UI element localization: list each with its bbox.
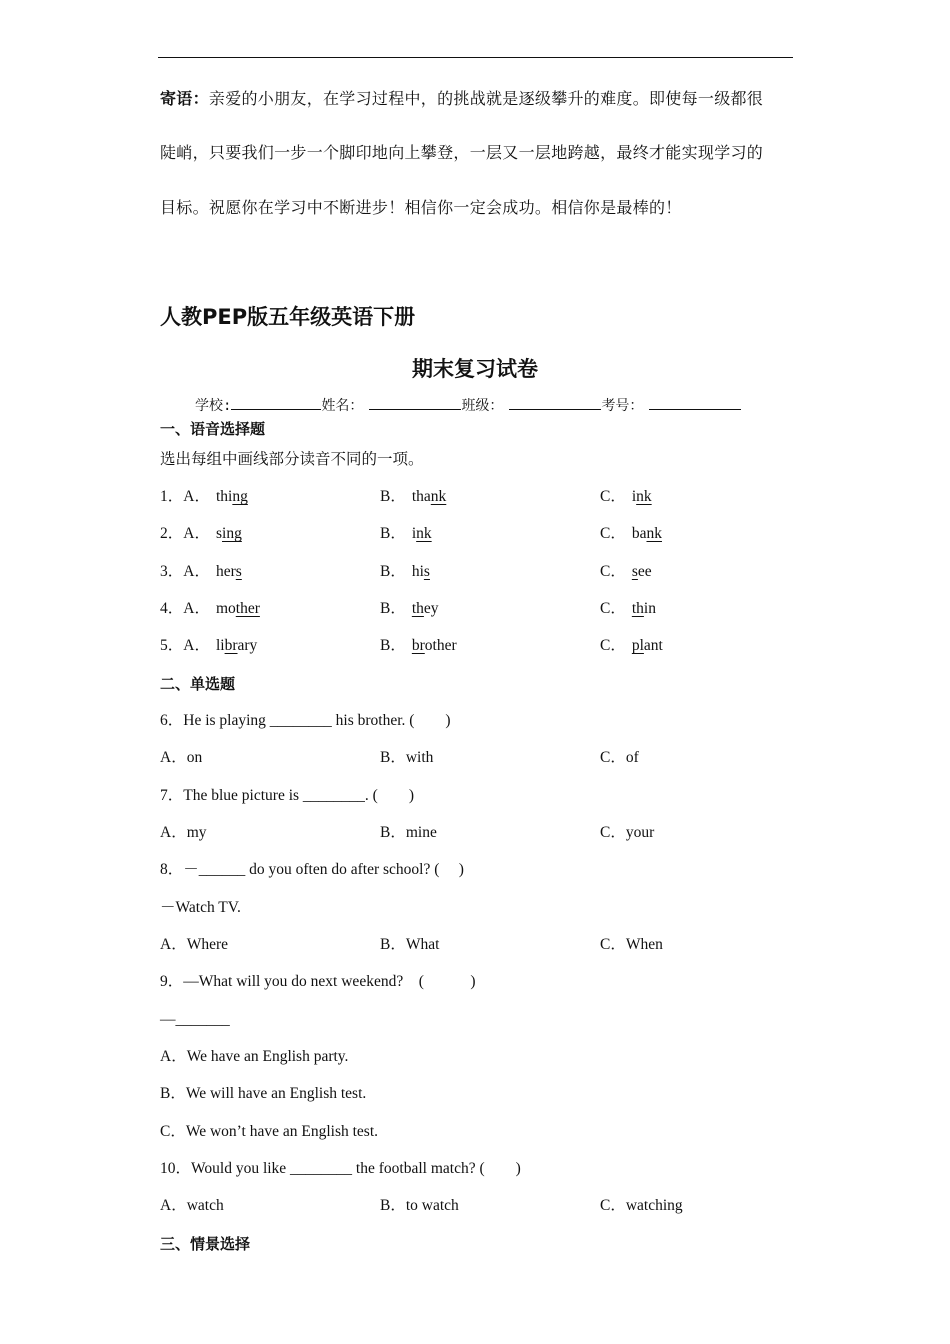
word-part: her — [215, 563, 236, 580]
underlined-part: th — [631, 600, 644, 617]
q6-option-c[interactable]: C．of — [600, 749, 639, 766]
question-8-answer-line: －Watch TV. — [160, 899, 241, 916]
q2-option-c[interactable] — [600, 524, 662, 544]
q4-option-c[interactable] — [600, 599, 656, 619]
q3-option-b[interactable] — [380, 562, 430, 582]
question-8: 8．－______ do you often do after school? ( ) — [160, 861, 464, 878]
word-part: hi — [411, 563, 424, 580]
question-6: 6．He is playing ________ his brother. ( ) — [160, 712, 451, 729]
word-part: ey — [423, 600, 439, 617]
q6-option-a[interactable]: A．on — [160, 749, 203, 766]
word-part: s — [215, 525, 223, 542]
q10-option-a[interactable]: A．watch — [160, 1197, 224, 1214]
word-part: in — [643, 600, 656, 617]
word-part: thi — [215, 488, 233, 505]
school-blank[interactable] — [231, 395, 321, 410]
option-letter: C． — [600, 637, 626, 654]
header-rule — [158, 57, 793, 58]
intro-line-3: 目标。祝愿你在学习中不断进步！相信你一定会成功。相信你是最棒的！ — [160, 200, 682, 217]
q9-option-a[interactable]: A．We have an English party. — [160, 1048, 349, 1065]
section-1-heading: 一、语音选择题 — [160, 420, 266, 438]
intro-line-1: 寄语：亲爱的小朋友，在学习过程中，的挑战就是逐级攀升的难度。即使每一级都很 — [160, 89, 764, 108]
underlined-part: br — [411, 637, 425, 654]
word-part: ba — [631, 525, 647, 542]
option-letter: A． — [183, 488, 210, 505]
word-part: ant — [643, 637, 663, 654]
question-9: 9．—What will you do next weekend? ( ) — [160, 973, 476, 990]
option-letter: B． — [380, 600, 406, 617]
q1-option-b[interactable] — [380, 487, 446, 507]
word-part: other — [424, 637, 457, 654]
underlined-part: nk — [646, 525, 662, 542]
class-blank[interactable] — [509, 395, 601, 410]
intro-line-2: 陡峭，只要我们一步一个脚印地向上攀登，一层又一层地跨越，最终才能实现学习的 — [160, 145, 764, 162]
underlined-part: pl — [631, 637, 644, 654]
q3-option-c[interactable] — [600, 562, 652, 582]
option-letter: B． — [380, 637, 406, 654]
option-letter: C． — [600, 563, 626, 580]
question-7: 7．The blue picture is ________. ( ) — [160, 787, 414, 804]
q9-option-c[interactable]: C．We won’t have an English test. — [160, 1123, 379, 1140]
word-part: i — [631, 488, 637, 505]
q10-option-b[interactable]: B．to watch — [380, 1197, 459, 1214]
option-letter: B． — [380, 488, 406, 505]
option-letter: A． — [183, 525, 210, 542]
underlined-part: s — [631, 563, 638, 580]
word-part: ary — [237, 637, 258, 654]
word-part: mo — [215, 600, 236, 617]
question-10: 10．Would you like ________ the football match? ( ) — [160, 1160, 521, 1177]
underlined-part: th — [411, 600, 424, 617]
question-9-answer-line: —_______ — [160, 1011, 230, 1028]
option-letter: A． — [183, 563, 210, 580]
name-blank[interactable] — [369, 395, 461, 410]
q8-option-b[interactable]: B．What — [380, 936, 440, 953]
option-letter: C． — [600, 600, 626, 617]
option-letter: A． — [183, 600, 210, 617]
q7-option-a[interactable]: A．my — [160, 824, 207, 841]
q8-option-c[interactable]: C．When — [600, 936, 663, 953]
q9-option-b[interactable]: B．We will have an English test. — [160, 1085, 367, 1102]
question-number: 4． — [160, 600, 184, 617]
section-1-instruction: 选出每组中画线部分读音不同的一项。 — [160, 451, 424, 468]
name-label: 姓名： — [321, 398, 364, 414]
q5-option-a[interactable] — [160, 636, 257, 656]
section-3-heading: 三、情景选择 — [160, 1235, 251, 1253]
question-number: 5． — [160, 637, 184, 654]
q8-option-a[interactable]: A．Where — [160, 936, 228, 953]
q4-option-b[interactable] — [380, 599, 439, 619]
q6-option-b[interactable]: B．with — [380, 749, 434, 766]
underlined-part: ing — [222, 525, 242, 542]
q7-option-b[interactable]: B．mine — [380, 824, 437, 841]
underlined-part: nk — [416, 525, 432, 542]
underlined-part: nk — [636, 488, 652, 505]
q4-option-a[interactable] — [160, 599, 260, 619]
option-letter: A． — [183, 637, 210, 654]
underlined-part: nk — [430, 488, 447, 505]
word-part: li — [215, 637, 225, 654]
underlined-part: s — [423, 563, 430, 580]
number-blank[interactable] — [649, 395, 741, 410]
school-label: 学校: — [195, 398, 232, 414]
underlined-part: ng — [232, 488, 248, 505]
q5-option-c[interactable] — [600, 636, 663, 656]
underlined-part: ther — [235, 600, 260, 617]
q10-option-c[interactable]: C．watching — [600, 1197, 683, 1214]
q3-option-a[interactable] — [160, 562, 242, 582]
q2-option-b[interactable] — [380, 524, 432, 544]
q1-option-a[interactable] — [160, 487, 248, 507]
word-part: ee — [637, 563, 652, 580]
question-number: 3． — [160, 563, 184, 580]
question-number: 1． — [160, 488, 184, 505]
page-title: 人教PEP版五年级英语下册 — [160, 305, 416, 329]
q5-option-b[interactable] — [380, 636, 457, 656]
option-letter: C． — [600, 525, 626, 542]
underlined-part: s — [235, 563, 242, 580]
q2-option-a[interactable] — [160, 524, 242, 544]
underlined-part: br — [224, 637, 238, 654]
option-letter: B． — [380, 563, 406, 580]
page-subtitle: 期末复习试卷 — [412, 357, 538, 381]
option-letter: C． — [600, 488, 626, 505]
word-part: tha — [411, 488, 431, 505]
q7-option-c[interactable]: C．your — [600, 824, 655, 841]
student-info-line — [195, 395, 741, 415]
question-number: 2． — [160, 525, 184, 542]
intro-label: 寄语： — [160, 89, 209, 108]
word-part: i — [411, 525, 417, 542]
q1-option-c[interactable] — [600, 487, 652, 507]
section-2-heading: 二、单选题 — [160, 675, 236, 693]
number-label: 考号： — [601, 398, 644, 414]
class-label: 班级： — [461, 398, 504, 414]
option-letter: B． — [380, 525, 406, 542]
